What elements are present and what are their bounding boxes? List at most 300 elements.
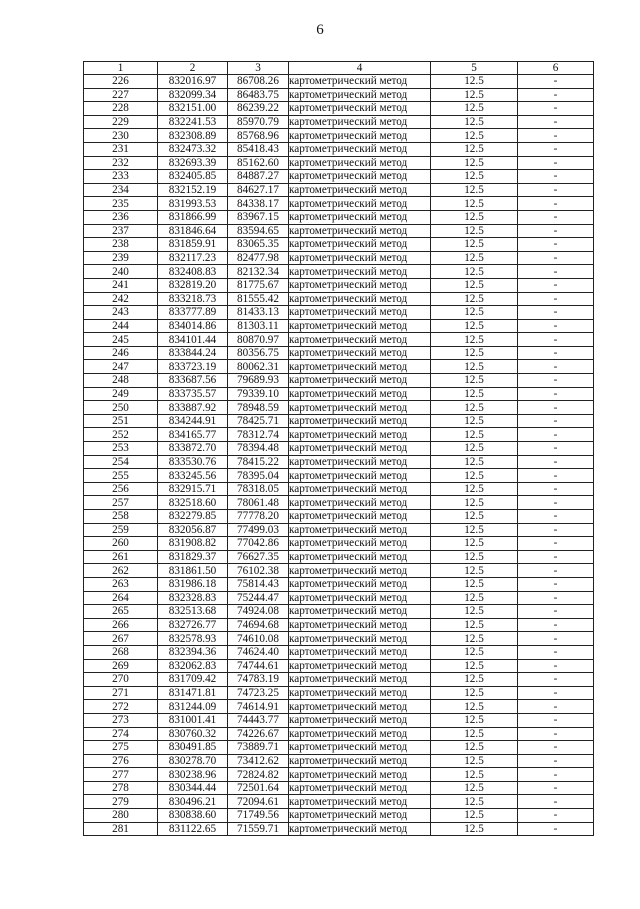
- accuracy-cell: 12.5: [431, 686, 518, 700]
- point-number-cell: 239: [84, 251, 158, 265]
- table-row: [84, 401, 594, 415]
- x-coordinate-cell: 832726.77: [158, 618, 228, 632]
- point-number-cell: 252: [84, 428, 158, 442]
- y-coordinate-cell: 85970.79: [228, 115, 289, 129]
- point-number-cell: 247: [84, 360, 158, 374]
- point-number-cell: 261: [84, 550, 158, 564]
- point-number-cell: 280: [84, 809, 158, 823]
- note-cell: -: [518, 428, 594, 442]
- point-number-cell: 268: [84, 645, 158, 659]
- x-coordinate-cell: 831866.99: [158, 210, 228, 224]
- accuracy-cell: 12.5: [431, 238, 518, 252]
- table-header-row: [84, 62, 594, 75]
- point-number-cell: 264: [84, 591, 158, 605]
- y-coordinate-cell: 78415.22: [228, 455, 289, 469]
- x-coordinate-cell: 833872.70: [158, 442, 228, 456]
- method-cell: картометрический метод: [289, 496, 431, 510]
- accuracy-cell: 12.5: [431, 401, 518, 415]
- method-cell: картометрический метод: [289, 129, 431, 143]
- table-row: [84, 387, 594, 401]
- y-coordinate-cell: 74610.08: [228, 632, 289, 646]
- table-row: [84, 645, 594, 659]
- header-col-3: 3: [228, 62, 289, 75]
- method-cell: картометрический метод: [289, 428, 431, 442]
- table-row: [84, 632, 594, 646]
- accuracy-cell: 12.5: [431, 442, 518, 456]
- note-cell: -: [518, 564, 594, 578]
- point-number-cell: 267: [84, 632, 158, 646]
- method-cell: картометрический метод: [289, 170, 431, 184]
- x-coordinate-cell: 830238.96: [158, 768, 228, 782]
- table-row: [84, 414, 594, 428]
- accuracy-cell: 12.5: [431, 306, 518, 320]
- method-cell: картометрический метод: [289, 360, 431, 374]
- note-cell: -: [518, 496, 594, 510]
- table-row: [84, 537, 594, 551]
- accuracy-cell: 12.5: [431, 156, 518, 170]
- method-cell: картометрический метод: [289, 550, 431, 564]
- point-number-cell: 269: [84, 659, 158, 673]
- point-number-cell: 232: [84, 156, 158, 170]
- table-row: [84, 618, 594, 632]
- point-number-cell: 274: [84, 727, 158, 741]
- accuracy-cell: 12.5: [431, 319, 518, 333]
- y-coordinate-cell: 71749.56: [228, 809, 289, 823]
- note-cell: -: [518, 414, 594, 428]
- table-body: [84, 75, 594, 836]
- note-cell: -: [518, 591, 594, 605]
- point-number-cell: 244: [84, 319, 158, 333]
- table-row: [84, 523, 594, 537]
- note-cell: -: [518, 713, 594, 727]
- method-cell: картометрический метод: [289, 523, 431, 537]
- note-cell: -: [518, 659, 594, 673]
- y-coordinate-cell: 84627.17: [228, 183, 289, 197]
- note-cell: -: [518, 387, 594, 401]
- table-row: [84, 142, 594, 156]
- note-cell: -: [518, 170, 594, 184]
- accuracy-cell: 12.5: [431, 224, 518, 238]
- page-number: 6: [316, 22, 324, 38]
- point-number-cell: 263: [84, 577, 158, 591]
- table-row: [84, 496, 594, 510]
- table-row: [84, 360, 594, 374]
- x-coordinate-cell: 834244.91: [158, 414, 228, 428]
- table-row: [84, 88, 594, 102]
- method-cell: картометрический метод: [289, 564, 431, 578]
- point-number-cell: 230: [84, 129, 158, 143]
- accuracy-cell: 12.5: [431, 496, 518, 510]
- point-number-cell: 226: [84, 75, 158, 89]
- method-cell: картометрический метод: [289, 537, 431, 551]
- accuracy-cell: 12.5: [431, 809, 518, 823]
- y-coordinate-cell: 82132.34: [228, 265, 289, 279]
- y-coordinate-cell: 86239.22: [228, 102, 289, 116]
- accuracy-cell: 12.5: [431, 550, 518, 564]
- point-number-cell: 270: [84, 673, 158, 687]
- x-coordinate-cell: 833844.24: [158, 346, 228, 360]
- note-cell: -: [518, 781, 594, 795]
- header-col-6: 6: [518, 62, 594, 75]
- accuracy-cell: 12.5: [431, 754, 518, 768]
- x-coordinate-cell: 832518.60: [158, 496, 228, 510]
- accuracy-cell: 12.5: [431, 292, 518, 306]
- y-coordinate-cell: 74694.68: [228, 618, 289, 632]
- y-coordinate-cell: 79689.93: [228, 374, 289, 388]
- x-coordinate-cell: 833723.19: [158, 360, 228, 374]
- method-cell: картометрический метод: [289, 292, 431, 306]
- method-cell: картометрический метод: [289, 686, 431, 700]
- point-number-cell: 259: [84, 523, 158, 537]
- table-row: [84, 550, 594, 564]
- accuracy-cell: 12.5: [431, 197, 518, 211]
- y-coordinate-cell: 76102.38: [228, 564, 289, 578]
- table-row: [84, 115, 594, 129]
- note-cell: -: [518, 482, 594, 496]
- y-coordinate-cell: 78395.04: [228, 469, 289, 483]
- y-coordinate-cell: 84338.17: [228, 197, 289, 211]
- y-coordinate-cell: 75244.47: [228, 591, 289, 605]
- x-coordinate-cell: 832152.19: [158, 183, 228, 197]
- table-row: [84, 809, 594, 823]
- accuracy-cell: 12.5: [431, 618, 518, 632]
- table-row: [84, 346, 594, 360]
- note-cell: -: [518, 360, 594, 374]
- x-coordinate-cell: 832117.23: [158, 251, 228, 265]
- note-cell: -: [518, 768, 594, 782]
- table-row: [84, 781, 594, 795]
- accuracy-cell: 12.5: [431, 115, 518, 129]
- x-coordinate-cell: 834014.86: [158, 319, 228, 333]
- y-coordinate-cell: 80062.31: [228, 360, 289, 374]
- method-cell: картометрический метод: [289, 591, 431, 605]
- point-number-cell: 265: [84, 605, 158, 619]
- accuracy-cell: 12.5: [431, 428, 518, 442]
- x-coordinate-cell: 831829.37: [158, 550, 228, 564]
- note-cell: -: [518, 537, 594, 551]
- method-cell: картометрический метод: [289, 442, 431, 456]
- accuracy-cell: 12.5: [431, 170, 518, 184]
- accuracy-cell: 12.5: [431, 129, 518, 143]
- y-coordinate-cell: 78312.74: [228, 428, 289, 442]
- note-cell: -: [518, 822, 594, 836]
- note-cell: -: [518, 333, 594, 347]
- method-cell: картометрический метод: [289, 822, 431, 836]
- note-cell: -: [518, 550, 594, 564]
- method-cell: картометрический метод: [289, 645, 431, 659]
- table-row: [84, 822, 594, 836]
- y-coordinate-cell: 85162.60: [228, 156, 289, 170]
- method-cell: картометрический метод: [289, 346, 431, 360]
- table-row: [84, 265, 594, 279]
- header-col-5: 5: [431, 62, 518, 75]
- accuracy-cell: 12.5: [431, 713, 518, 727]
- method-cell: картометрический метод: [289, 768, 431, 782]
- x-coordinate-cell: 831861.50: [158, 564, 228, 578]
- point-number-cell: 237: [84, 224, 158, 238]
- method-cell: картометрический метод: [289, 727, 431, 741]
- y-coordinate-cell: 78318.05: [228, 482, 289, 496]
- accuracy-cell: 12.5: [431, 645, 518, 659]
- x-coordinate-cell: 832151.00: [158, 102, 228, 116]
- x-coordinate-cell: 832241.53: [158, 115, 228, 129]
- header-col-1: 1: [84, 62, 158, 75]
- accuracy-cell: 12.5: [431, 727, 518, 741]
- accuracy-cell: 12.5: [431, 210, 518, 224]
- point-number-cell: 281: [84, 822, 158, 836]
- accuracy-cell: 12.5: [431, 414, 518, 428]
- x-coordinate-cell: 833887.92: [158, 401, 228, 415]
- y-coordinate-cell: 78425.71: [228, 414, 289, 428]
- y-coordinate-cell: 80870.97: [228, 333, 289, 347]
- method-cell: картометрический метод: [289, 251, 431, 265]
- x-coordinate-cell: 832099.34: [158, 88, 228, 102]
- x-coordinate-cell: 834165.77: [158, 428, 228, 442]
- method-cell: картометрический метод: [289, 387, 431, 401]
- point-number-cell: 234: [84, 183, 158, 197]
- table-row: [84, 727, 594, 741]
- y-coordinate-cell: 76627.35: [228, 550, 289, 564]
- note-cell: -: [518, 306, 594, 320]
- point-number-cell: 257: [84, 496, 158, 510]
- note-cell: -: [518, 75, 594, 89]
- method-cell: картометрический метод: [289, 374, 431, 388]
- point-number-cell: 275: [84, 741, 158, 755]
- accuracy-cell: 12.5: [431, 781, 518, 795]
- point-number-cell: 242: [84, 292, 158, 306]
- accuracy-cell: 12.5: [431, 523, 518, 537]
- table-row: [84, 238, 594, 252]
- y-coordinate-cell: 83967.15: [228, 210, 289, 224]
- x-coordinate-cell: 831122.65: [158, 822, 228, 836]
- point-number-cell: 262: [84, 564, 158, 578]
- point-number-cell: 251: [84, 414, 158, 428]
- x-coordinate-cell: 831908.82: [158, 537, 228, 551]
- x-coordinate-cell: 830760.32: [158, 727, 228, 741]
- y-coordinate-cell: 72501.64: [228, 781, 289, 795]
- x-coordinate-cell: 831709.42: [158, 673, 228, 687]
- x-coordinate-cell: 831986.18: [158, 577, 228, 591]
- y-coordinate-cell: 74614.91: [228, 700, 289, 714]
- table-row: [84, 183, 594, 197]
- method-cell: картометрический метод: [289, 809, 431, 823]
- y-coordinate-cell: 74723.25: [228, 686, 289, 700]
- point-number-cell: 249: [84, 387, 158, 401]
- note-cell: -: [518, 142, 594, 156]
- accuracy-cell: 12.5: [431, 278, 518, 292]
- point-number-cell: 241: [84, 278, 158, 292]
- table-row: [84, 482, 594, 496]
- note-cell: -: [518, 129, 594, 143]
- accuracy-cell: 12.5: [431, 102, 518, 116]
- accuracy-cell: 12.5: [431, 387, 518, 401]
- y-coordinate-cell: 83594.65: [228, 224, 289, 238]
- accuracy-cell: 12.5: [431, 88, 518, 102]
- x-coordinate-cell: 831993.53: [158, 197, 228, 211]
- y-coordinate-cell: 74924.08: [228, 605, 289, 619]
- accuracy-cell: 12.5: [431, 537, 518, 551]
- table-row: [84, 278, 594, 292]
- note-cell: -: [518, 673, 594, 687]
- x-coordinate-cell: 831244.09: [158, 700, 228, 714]
- x-coordinate-cell: 833530.76: [158, 455, 228, 469]
- point-number-cell: 245: [84, 333, 158, 347]
- note-cell: -: [518, 156, 594, 170]
- point-number-cell: 233: [84, 170, 158, 184]
- table-row: [84, 741, 594, 755]
- accuracy-cell: 12.5: [431, 700, 518, 714]
- table-row: [84, 577, 594, 591]
- method-cell: картометрический метод: [289, 224, 431, 238]
- note-cell: -: [518, 686, 594, 700]
- y-coordinate-cell: 83065.35: [228, 238, 289, 252]
- note-cell: -: [518, 88, 594, 102]
- method-cell: картометрический метод: [289, 142, 431, 156]
- x-coordinate-cell: 832279.85: [158, 510, 228, 524]
- method-cell: картометрический метод: [289, 414, 431, 428]
- table-row: [84, 102, 594, 116]
- y-coordinate-cell: 81433.13: [228, 306, 289, 320]
- accuracy-cell: 12.5: [431, 374, 518, 388]
- y-coordinate-cell: 81303.11: [228, 319, 289, 333]
- x-coordinate-cell: 833735.57: [158, 387, 228, 401]
- method-cell: картометрический метод: [289, 605, 431, 619]
- point-number-cell: 271: [84, 686, 158, 700]
- method-cell: картометрический метод: [289, 482, 431, 496]
- accuracy-cell: 12.5: [431, 251, 518, 265]
- table-row: [84, 333, 594, 347]
- method-cell: картометрический метод: [289, 238, 431, 252]
- method-cell: картометрический метод: [289, 210, 431, 224]
- note-cell: -: [518, 115, 594, 129]
- x-coordinate-cell: 830838.60: [158, 809, 228, 823]
- note-cell: -: [518, 102, 594, 116]
- note-cell: -: [518, 700, 594, 714]
- point-number-cell: 235: [84, 197, 158, 211]
- accuracy-cell: 12.5: [431, 768, 518, 782]
- accuracy-cell: 12.5: [431, 795, 518, 809]
- y-coordinate-cell: 84887.27: [228, 170, 289, 184]
- x-coordinate-cell: 834101.44: [158, 333, 228, 347]
- point-number-cell: 229: [84, 115, 158, 129]
- table-row: [84, 713, 594, 727]
- point-number-cell: 231: [84, 142, 158, 156]
- method-cell: картометрический метод: [289, 754, 431, 768]
- y-coordinate-cell: 77778.20: [228, 510, 289, 524]
- x-coordinate-cell: 832016.97: [158, 75, 228, 89]
- y-coordinate-cell: 74783.19: [228, 673, 289, 687]
- y-coordinate-cell: 72824.82: [228, 768, 289, 782]
- note-cell: -: [518, 510, 594, 524]
- y-coordinate-cell: 78394.48: [228, 442, 289, 456]
- method-cell: картометрический метод: [289, 197, 431, 211]
- method-cell: картометрический метод: [289, 319, 431, 333]
- coordinates-table: [83, 61, 594, 836]
- note-cell: -: [518, 278, 594, 292]
- method-cell: картометрический метод: [289, 401, 431, 415]
- note-cell: -: [518, 577, 594, 591]
- x-coordinate-cell: 832062.83: [158, 659, 228, 673]
- method-cell: картометрический метод: [289, 455, 431, 469]
- table-row: [84, 564, 594, 578]
- accuracy-cell: 12.5: [431, 605, 518, 619]
- method-cell: картометрический метод: [289, 306, 431, 320]
- accuracy-cell: 12.5: [431, 741, 518, 755]
- x-coordinate-cell: 832693.39: [158, 156, 228, 170]
- table-row: [84, 170, 594, 184]
- note-cell: -: [518, 618, 594, 632]
- x-coordinate-cell: 832473.32: [158, 142, 228, 156]
- method-cell: картометрический метод: [289, 265, 431, 279]
- point-number-cell: 255: [84, 469, 158, 483]
- y-coordinate-cell: 71559.71: [228, 822, 289, 836]
- table-row: [84, 768, 594, 782]
- note-cell: -: [518, 469, 594, 483]
- accuracy-cell: 12.5: [431, 482, 518, 496]
- method-cell: картометрический метод: [289, 781, 431, 795]
- y-coordinate-cell: 85418.43: [228, 142, 289, 156]
- method-cell: картометрический метод: [289, 333, 431, 347]
- point-number-cell: 272: [84, 700, 158, 714]
- y-coordinate-cell: 81555.42: [228, 292, 289, 306]
- note-cell: -: [518, 374, 594, 388]
- table-row: [84, 75, 594, 89]
- note-cell: -: [518, 224, 594, 238]
- method-cell: картометрический метод: [289, 510, 431, 524]
- point-number-cell: 236: [84, 210, 158, 224]
- table-row: [84, 605, 594, 619]
- y-coordinate-cell: 75814.43: [228, 577, 289, 591]
- y-coordinate-cell: 85768.96: [228, 129, 289, 143]
- point-number-cell: 227: [84, 88, 158, 102]
- point-number-cell: 278: [84, 781, 158, 795]
- y-coordinate-cell: 77499.03: [228, 523, 289, 537]
- note-cell: -: [518, 238, 594, 252]
- note-cell: -: [518, 795, 594, 809]
- point-number-cell: 250: [84, 401, 158, 415]
- table-row: [84, 374, 594, 388]
- header-col-4: 4: [289, 62, 431, 75]
- method-cell: картометрический метод: [289, 700, 431, 714]
- x-coordinate-cell: 831859.91: [158, 238, 228, 252]
- accuracy-cell: 12.5: [431, 577, 518, 591]
- note-cell: -: [518, 523, 594, 537]
- y-coordinate-cell: 79339.10: [228, 387, 289, 401]
- accuracy-cell: 12.5: [431, 591, 518, 605]
- point-number-cell: 258: [84, 510, 158, 524]
- y-coordinate-cell: 86708.26: [228, 75, 289, 89]
- accuracy-cell: 12.5: [431, 346, 518, 360]
- table-row: [84, 510, 594, 524]
- y-coordinate-cell: 74443.77: [228, 713, 289, 727]
- x-coordinate-cell: 832328.83: [158, 591, 228, 605]
- table-row: [84, 428, 594, 442]
- note-cell: -: [518, 632, 594, 646]
- table-row: [84, 455, 594, 469]
- y-coordinate-cell: 86483.75: [228, 88, 289, 102]
- point-number-cell: 248: [84, 374, 158, 388]
- table-row: [84, 442, 594, 456]
- note-cell: -: [518, 265, 594, 279]
- method-cell: картометрический метод: [289, 469, 431, 483]
- table-row: [84, 292, 594, 306]
- note-cell: -: [518, 809, 594, 823]
- note-cell: -: [518, 251, 594, 265]
- method-cell: картометрический метод: [289, 795, 431, 809]
- y-coordinate-cell: 78061.48: [228, 496, 289, 510]
- method-cell: картометрический метод: [289, 632, 431, 646]
- point-number-cell: 266: [84, 618, 158, 632]
